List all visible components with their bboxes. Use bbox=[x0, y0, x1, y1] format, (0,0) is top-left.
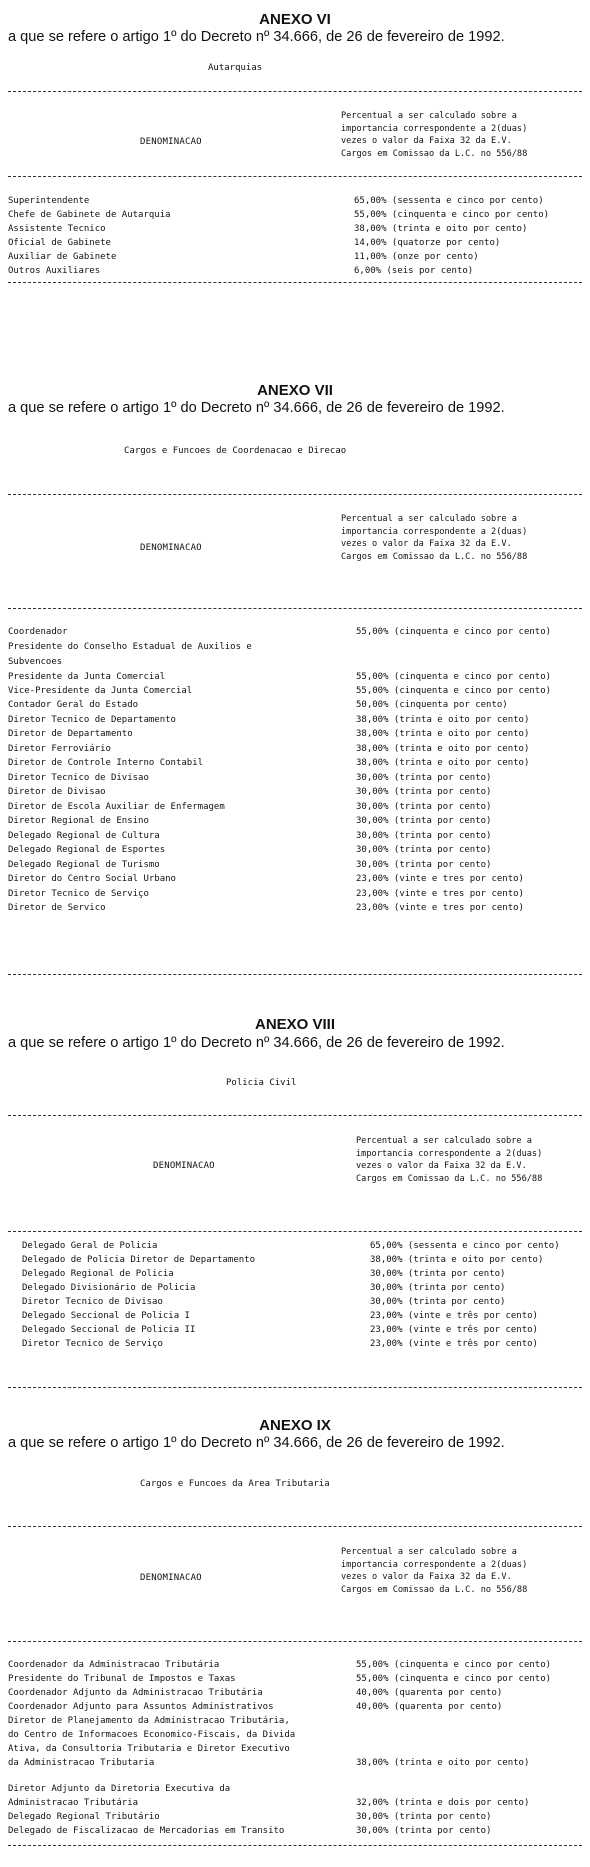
row-name: Delegado Divisionário de Policia bbox=[22, 1283, 196, 1293]
row-name: Diretor de Servico bbox=[8, 903, 106, 913]
row-name: Delegado Regional de Policia bbox=[22, 1269, 174, 1279]
row-name: Delegado Regional de Cultura bbox=[8, 831, 160, 841]
row-percent: 38,00% (trinta e oito por cento) bbox=[356, 715, 530, 725]
row-percent: 55,00% (cinquenta e cinco por cento) bbox=[356, 627, 552, 637]
row-name: Diretor Tecnico de Divisao bbox=[22, 1297, 163, 1307]
row-name: Presidente do Conselho Estadual de Auxilios e bbox=[8, 642, 252, 652]
column-header-denomination: DENOMINACAO bbox=[153, 1161, 215, 1171]
row-name: Presidente do Tribunal de Impostos e Taxas bbox=[8, 1674, 236, 1684]
row-name: Assistente Tecnico bbox=[8, 224, 106, 234]
annex-title: ANEXO VIII bbox=[254, 1016, 336, 1033]
row-percent: 38,00% (trinta e oito por cento) bbox=[356, 744, 530, 754]
row-percent: 30,00% (trinta por cento) bbox=[356, 845, 492, 855]
group-title: Cargos e Funcoes da Area Tributaria bbox=[140, 1479, 330, 1489]
row-name: Diretor de Escola Auxiliar de Enfermagem bbox=[8, 802, 225, 812]
annex-subtitle: a que se refere o artigo 1º do Decreto nº 34.666, de 26 de fevereiro de 1992. bbox=[8, 400, 505, 416]
row-percent: 30,00% (trinta por cento) bbox=[356, 1812, 492, 1822]
row-percent: 65,00% (sessenta e cinco por cento) bbox=[354, 196, 544, 206]
row-percent: 38,00% (trinta e oito por cento) bbox=[354, 224, 528, 234]
row-name: da Administracao Tributaria bbox=[8, 1758, 155, 1768]
row-name: Delegado Regional de Esportes bbox=[8, 845, 166, 855]
divider bbox=[8, 1115, 582, 1116]
row-percent: 30,00% (trinta por cento) bbox=[356, 802, 492, 812]
annex-subtitle: a que se refere o artigo 1º do Decreto nº 34.666, de 26 de fevereiro de 1992. bbox=[8, 1035, 505, 1051]
row-percent: 30,00% (trinta por cento) bbox=[356, 831, 492, 841]
group-title: Autarquias bbox=[208, 63, 263, 73]
divider bbox=[8, 1526, 582, 1527]
annex-subtitle: a que se refere o artigo 1º do Decreto nº 34.666, de 26 de fevereiro de 1992. bbox=[8, 29, 505, 45]
column-header-percent: Percentual a ser calculado sobre a importancia correspondente a 2(duas) vezes o valor da Faixa 32 da E.V. Cargos em Comissao da L.C. no 556/88 bbox=[341, 111, 528, 159]
row-percent: 38,00% (trinta e oito por cento) bbox=[356, 729, 530, 739]
row-percent: 30,00% (trinta por cento) bbox=[356, 787, 492, 797]
row-name: Auxiliar de Gabinete bbox=[8, 252, 117, 262]
row-percent: 23,00% (vinte e tres por cento) bbox=[356, 874, 524, 884]
row-name: Diretor Tecnico de Departamento bbox=[8, 715, 176, 725]
row-percent: 40,00% (quarenta por cento) bbox=[356, 1702, 503, 1712]
row-percent: 55,00% (cinquenta e cinco por cento) bbox=[356, 672, 552, 682]
divider bbox=[8, 91, 582, 92]
row-name: Diretor Adjunto da Diretoria Executiva da bbox=[8, 1784, 231, 1794]
divider bbox=[8, 1845, 582, 1846]
row-percent: 23,00% (vinte e tres por cento) bbox=[356, 889, 524, 899]
row-name: Coordenador Adjunto para Assuntos Administrativos bbox=[8, 1702, 274, 1712]
column-header-denomination: DENOMINACAO bbox=[140, 543, 202, 553]
row-percent: 30,00% (trinta por cento) bbox=[370, 1283, 506, 1293]
row-name: Diretor Tecnico de Divisao bbox=[8, 773, 149, 783]
divider bbox=[8, 974, 582, 975]
row-name: Administracao Tributária bbox=[8, 1798, 139, 1808]
row-name: Coordenador Adjunto da Administracao Tributária bbox=[8, 1688, 263, 1698]
row-percent: 30,00% (trinta por cento) bbox=[370, 1297, 506, 1307]
row-name: Diretor de Divisao bbox=[8, 787, 106, 797]
divider bbox=[8, 1387, 582, 1388]
row-name: Ativa, da Consultoria Tributaria e Diretor Executivo bbox=[8, 1744, 290, 1754]
row-name: Delegado de Policia Diretor de Departamento bbox=[22, 1255, 255, 1265]
annex-subtitle: a que se refere o artigo 1º do Decreto nº 34.666, de 26 de fevereiro de 1992. bbox=[8, 1435, 505, 1451]
row-percent: 32,00% (trinta e dois por cento) bbox=[356, 1798, 530, 1808]
row-percent: 23,00% (vinte e três por cento) bbox=[370, 1325, 538, 1335]
group-title: Cargos e Funcoes de Coordenacao e Direcao bbox=[124, 446, 347, 456]
row-name: Subvencoes bbox=[8, 657, 63, 667]
row-name: Diretor do Centro Social Urbano bbox=[8, 874, 176, 884]
row-percent: 65,00% (sessenta e cinco por cento) bbox=[370, 1241, 560, 1251]
row-percent: 30,00% (trinta por cento) bbox=[356, 860, 492, 870]
row-name: Diretor Tecnico de Serviço bbox=[8, 889, 149, 899]
column-header-percent: Percentual a ser calculado sobre a importancia correspondente a 2(duas) vezes o valor da Faixa 32 da E.V. Cargos em Comissao da L.C. no 556/88 bbox=[356, 1136, 543, 1184]
row-name: Oficial de Gabinete bbox=[8, 238, 111, 248]
row-percent: 38,00% (trinta e oito por cento) bbox=[356, 1758, 530, 1768]
row-name: do Centro de Informacoes Economico-Fiscais, da Divida bbox=[8, 1730, 296, 1740]
row-name: Presidente da Junta Comercial bbox=[8, 672, 166, 682]
row-name: Delegado Geral de Policia bbox=[22, 1241, 158, 1251]
row-percent: 30,00% (trinta por cento) bbox=[356, 773, 492, 783]
row-name: Delegado de Fiscalizacao de Mercadorias em Transito bbox=[8, 1826, 285, 1836]
row-percent: 55,00% (cinquenta e cinco por cento) bbox=[356, 686, 552, 696]
row-name: Superintendente bbox=[8, 196, 90, 206]
annex-title: ANEXO IX bbox=[259, 1417, 331, 1434]
row-name: Delegado Regional de Turismo bbox=[8, 860, 160, 870]
row-name: Diretor Regional de Ensino bbox=[8, 816, 149, 826]
annex-title: ANEXO VI bbox=[259, 11, 331, 28]
row-name: Outros Auxiliares bbox=[8, 266, 101, 276]
row-percent: 30,00% (trinta por cento) bbox=[356, 1826, 492, 1836]
divider bbox=[8, 176, 582, 177]
row-percent: 11,00% (onze por cento) bbox=[354, 252, 479, 262]
row-name: Delegado Seccional de Policia I bbox=[22, 1311, 190, 1321]
divider bbox=[8, 494, 582, 495]
annex-title: ANEXO VII bbox=[257, 382, 333, 399]
column-header-percent: Percentual a ser calculado sobre a importancia correspondente a 2(duas) vezes o valor da Faixa 32 da E.V. Cargos em Comissao da L.C. no 556/88 bbox=[341, 1547, 528, 1595]
row-name: Coordenador da Administracao Tributária bbox=[8, 1660, 220, 1670]
row-name: Diretor de Controle Interno Contabil bbox=[8, 758, 204, 768]
row-percent: 55,00% (cinquenta e cinco por cento) bbox=[356, 1660, 552, 1670]
row-percent: 38,00% (trinta e oito por cento) bbox=[356, 758, 530, 768]
row-name: Diretor de Departamento bbox=[8, 729, 133, 739]
row-percent: 23,00% (vinte e tres por cento) bbox=[356, 903, 524, 913]
row-name: Diretor Tecnico de Serviço bbox=[22, 1339, 163, 1349]
row-name: Diretor de Planejamento da Administracao Tributária, bbox=[8, 1716, 290, 1726]
divider bbox=[8, 608, 582, 609]
divider bbox=[8, 1231, 582, 1232]
row-percent: 50,00% (cinquenta por cento) bbox=[356, 700, 508, 710]
row-name: Coordenador bbox=[8, 627, 68, 637]
divider bbox=[8, 282, 582, 283]
divider bbox=[8, 1641, 582, 1642]
column-header-percent: Percentual a ser calculado sobre a importancia correspondente a 2(duas) vezes o valor da Faixa 32 da E.V. Cargos em Comissao da L.C. no 556/88 bbox=[341, 514, 528, 562]
row-percent: 23,00% (vinte e três por cento) bbox=[370, 1311, 538, 1321]
row-percent: 30,00% (trinta por cento) bbox=[370, 1269, 506, 1279]
row-name: Delegado Regional Tributário bbox=[8, 1812, 160, 1822]
row-percent: 6,00% (seis por cento) bbox=[354, 266, 474, 276]
row-percent: 38,00% (trinta e oito por cento) bbox=[370, 1255, 544, 1265]
column-header-denomination: DENOMINACAO bbox=[140, 137, 202, 147]
row-percent: 30,00% (trinta por cento) bbox=[356, 816, 492, 826]
row-name: Vice-Presidente da Junta Comercial bbox=[8, 686, 193, 696]
row-name: Delegado Seccional de Policia II bbox=[22, 1325, 196, 1335]
group-title: Policia Civil bbox=[226, 1078, 297, 1088]
row-percent: 14,00% (quatorze por cento) bbox=[354, 238, 501, 248]
row-name: Contador Geral do Estado bbox=[8, 700, 139, 710]
row-name: Diretor Ferroviário bbox=[8, 744, 111, 754]
row-percent: 23,00% (vinte e três por cento) bbox=[370, 1339, 538, 1349]
row-name: Chefe de Gabinete de Autarquia bbox=[8, 210, 171, 220]
row-percent: 40,00% (quarenta por cento) bbox=[356, 1688, 503, 1698]
row-percent: 55,00% (cinquenta e cinco por cento) bbox=[356, 1674, 552, 1684]
row-percent: 55,00% (cinquenta e cinco por cento) bbox=[354, 210, 550, 220]
column-header-denomination: DENOMINACAO bbox=[140, 1573, 202, 1583]
